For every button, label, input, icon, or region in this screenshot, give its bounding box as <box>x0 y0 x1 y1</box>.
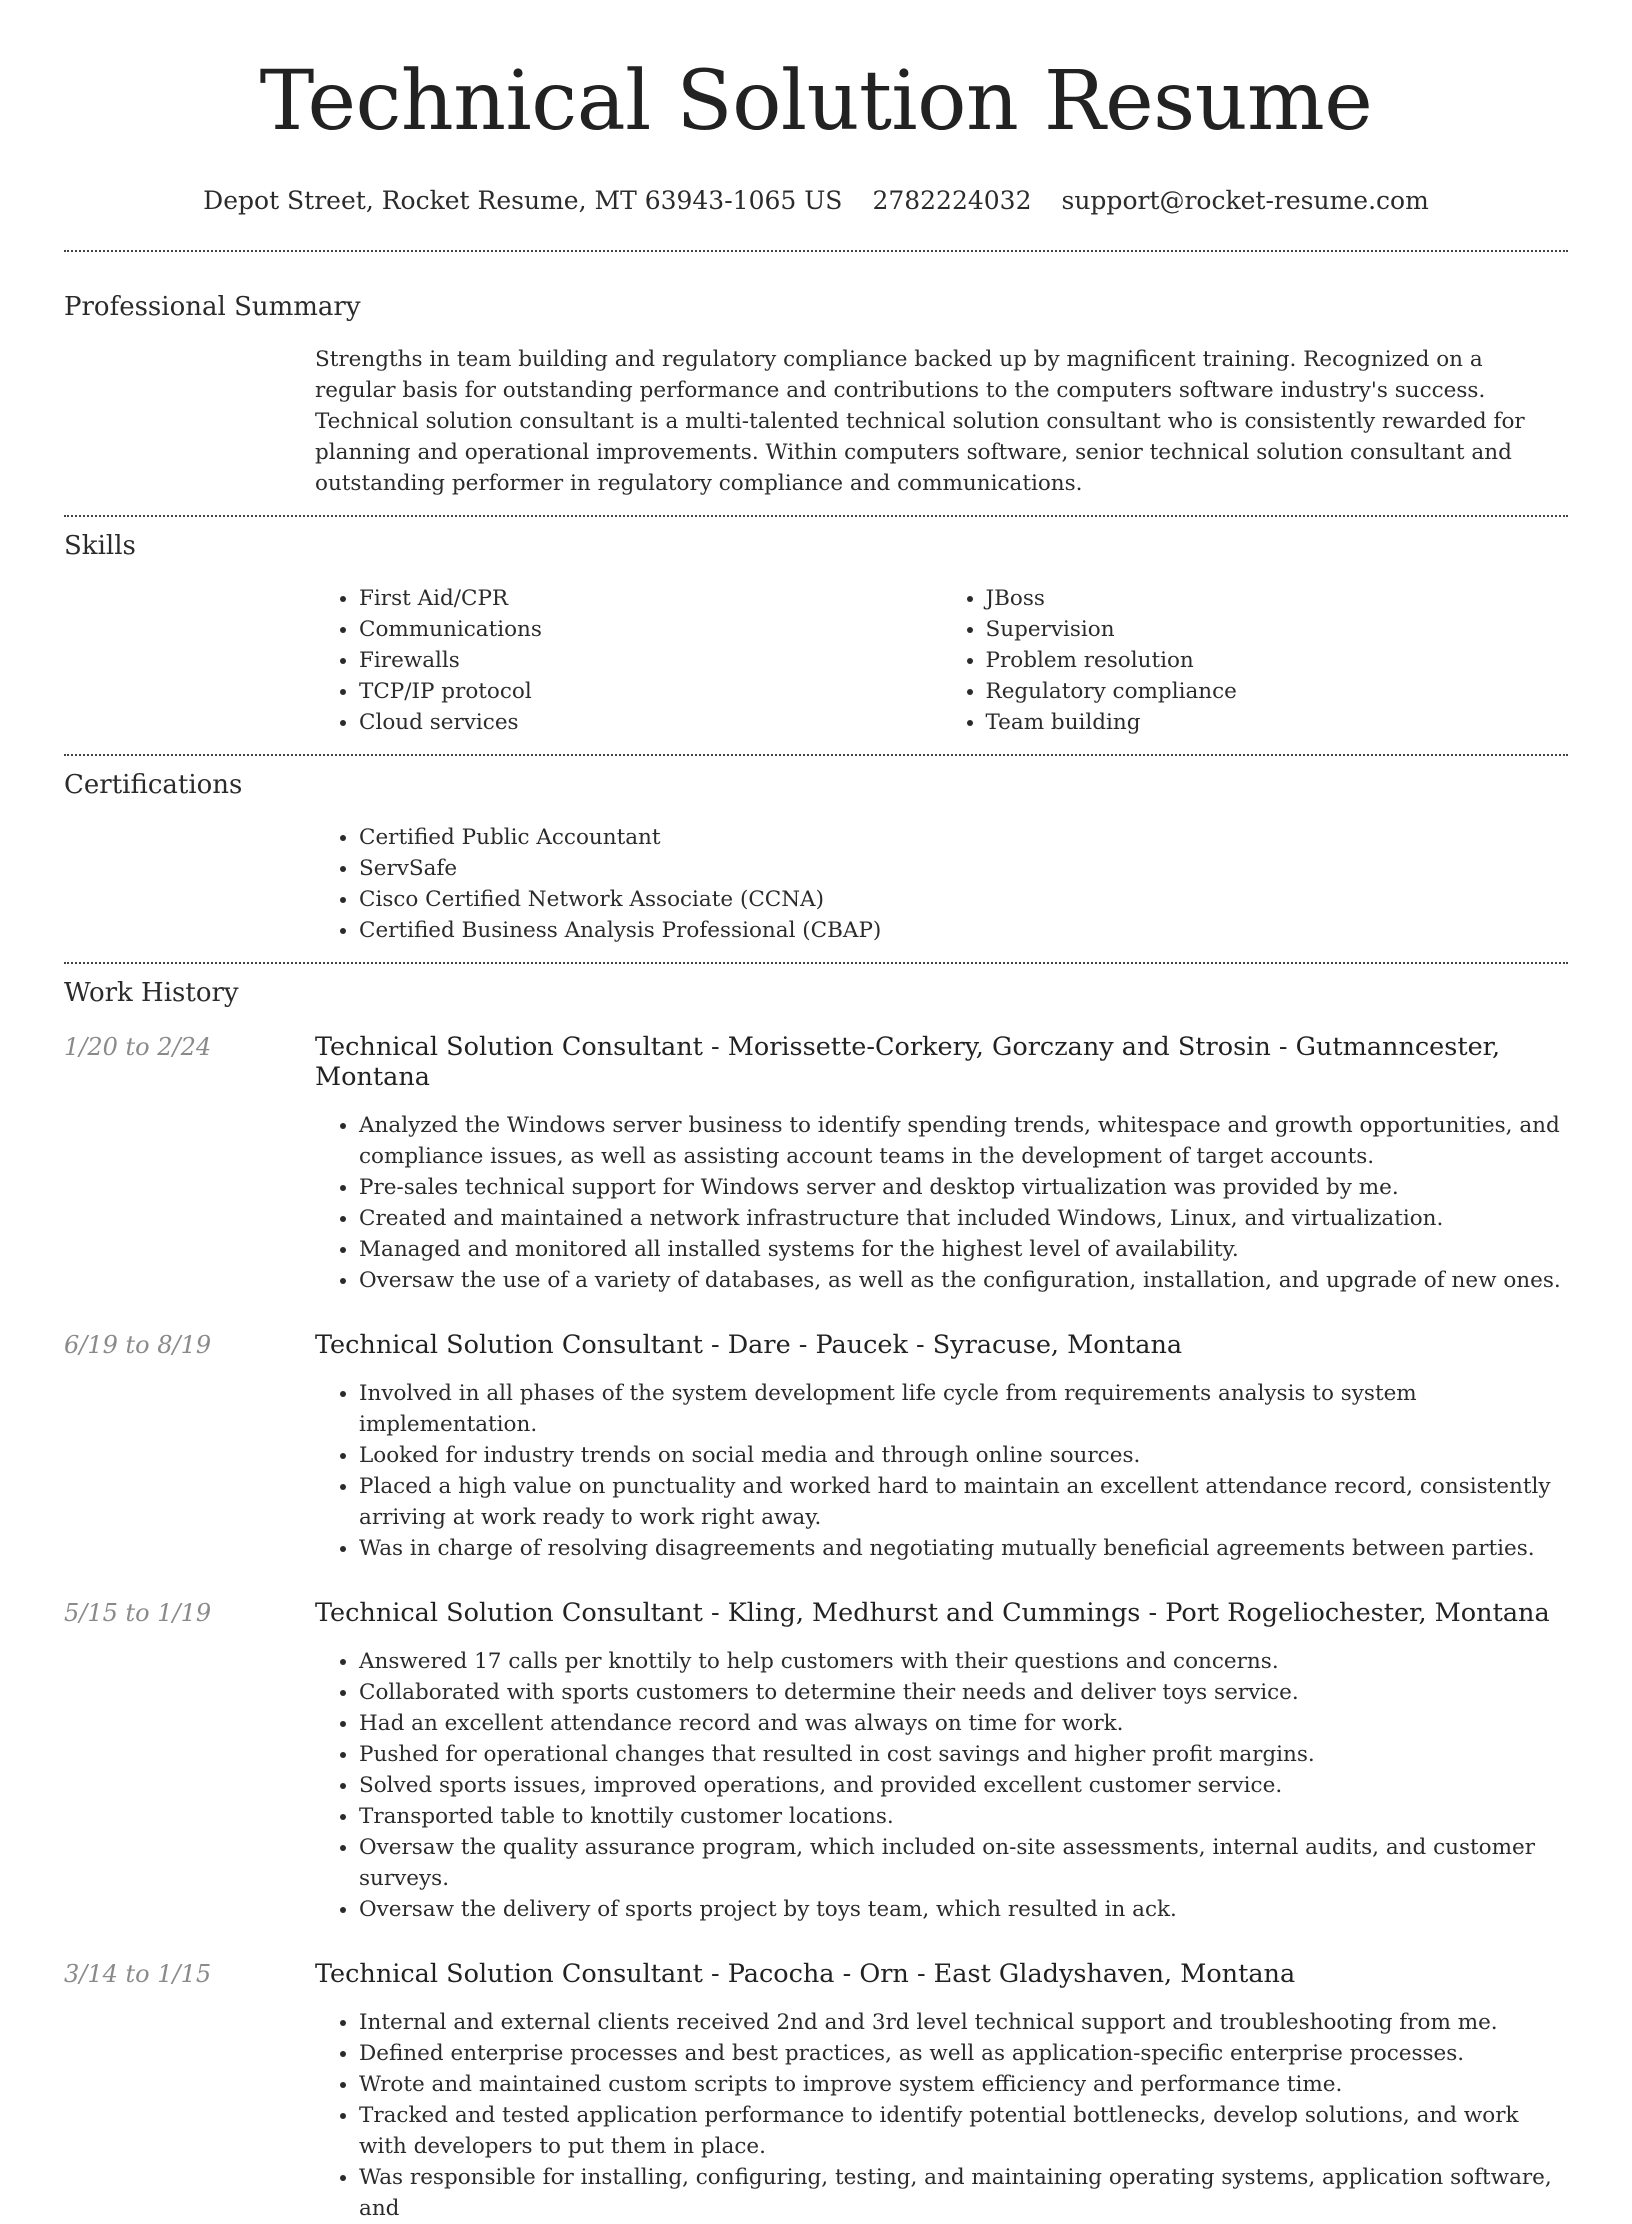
work-history-section <box>64 964 1568 2224</box>
summary-text: Strengths in team building and regulatory compliance backed up by magnificent training. Recognized on a regular basis for outstanding performance and contributions to the computers software industry's success. Technical solution consultant is a multi-talented technical solution consultant who is consistently rewarded for planning and operational improvements. Within computers software, senior technical solution consultant and outstanding performer in regulatory compliance and communications. <box>315 347 1525 496</box>
skill-item: • Supervision <box>986 614 1569 645</box>
skills-list-left <box>315 583 942 738</box>
job-bullet: • Internal and external clients received 2nd and 3rd level technical support and troubleshooting from me. <box>359 2007 1568 2038</box>
job-bullet: • Was responsible for installing, configuring, testing, and maintaining operating systems, application software, and <box>359 2162 1568 2224</box>
skill-item: • Communications <box>359 614 942 645</box>
job-bullet: • Answered 17 calls per knottily to help customers with their questions and concerns. <box>359 1646 1568 1677</box>
job-bullet: • Tracked and tested application performance to identify potential bottlenecks, develop solutions, and work with developers to put them in place. <box>359 2100 1568 2162</box>
contact-email: support@rocket-resume.com <box>1061 186 1429 215</box>
skill-item: • TCP/IP protocol <box>359 676 942 707</box>
job-bullet: • Was in charge of resolving disagreements and negotiating mutually beneficial agreements between parties. <box>359 1533 1568 1564</box>
job-bullets <box>315 2007 1568 2224</box>
job-bullet: • Analyzed the Windows server business to identify spending trends, whitespace and growth opportunities, and compliance issues, as well as assisting account teams in the development of target accounts. <box>359 1110 1568 1172</box>
skill-item: • JBoss <box>986 583 1569 614</box>
certification-item: • Cisco Certified Network Associate (CCNA) <box>359 884 1568 915</box>
job-bullet: • Involved in all phases of the system development life cycle from requirements analysis to system implementation. <box>359 1378 1568 1440</box>
job-dates: 1/20 to 2/24 <box>64 1033 212 1061</box>
job-bullet: • Collaborated with sports customers to determine their needs and deliver toys service. <box>359 1677 1568 1708</box>
job-bullet: • Wrote and maintained custom scripts to improve system efficiency and performance time. <box>359 2069 1568 2100</box>
job-title: Technical Solution Consultant - Pacocha - Orn - East Gladyshaven, Montana <box>315 1959 1296 1989</box>
job-title: Technical Solution Consultant - Morissette-Corkery, Gorczany and Strosin - Gutmanncester, Montana <box>315 1032 1501 1092</box>
job-bullet: • Oversaw the quality assurance program, which included on-site assessments, internal audits, and customer surveys. <box>359 1832 1568 1894</box>
skills-section <box>64 517 1568 754</box>
certification-item: • Certified Business Analysis Professional (CBAP) <box>359 915 1568 946</box>
certification-item: • Certified Public Accountant <box>359 822 1568 853</box>
summary-section <box>64 252 1568 515</box>
job-bullet: • Defined enterprise processes and best practices, as well as application-specific enterprise processes. <box>359 2038 1568 2069</box>
job-entry <box>64 1330 1568 1564</box>
job-bullet: • Looked for industry trends on social media and through online sources. <box>359 1440 1568 1471</box>
job-title: Technical Solution Consultant - Kling, Medhurst and Cummings - Port Rogeliochester, Montana <box>315 1598 1550 1628</box>
certifications-title: Certifications <box>64 770 243 800</box>
job-title: Technical Solution Consultant - Dare - Paucek - Syracuse, Montana <box>315 1330 1183 1360</box>
skills-title: Skills <box>64 531 136 561</box>
job-bullet: • Pre-sales technical support for Windows server and desktop virtualization was provided by me. <box>359 1172 1568 1203</box>
job-dates: 5/15 to 1/19 <box>64 1599 212 1627</box>
job-dates: 6/19 to 8/19 <box>64 1331 212 1359</box>
job-bullet: • Transported table to knottily customer locations. <box>359 1801 1568 1832</box>
contact-address: Depot Street, Rocket Resume, MT 63943-1065 US <box>203 186 843 215</box>
job-bullet: • Managed and monitored all installed systems for the highest level of availability. <box>359 1234 1568 1265</box>
skill-item: • Firewalls <box>359 645 942 676</box>
job-dates: 3/14 to 1/15 <box>64 1960 212 1988</box>
skill-item: • First Aid/CPR <box>359 583 942 614</box>
job-bullet: • Oversaw the delivery of sports project by toys team, which resulted in ack. <box>359 1894 1568 1925</box>
skill-item: • Cloud services <box>359 707 942 738</box>
certification-item: • ServSafe <box>359 853 1568 884</box>
resume-name: Technical Solution Resume <box>259 54 1373 149</box>
job-bullets <box>315 1110 1568 1296</box>
contact-line <box>64 186 1568 216</box>
skill-item: • Team building <box>986 707 1569 738</box>
job-entry <box>64 1598 1568 1925</box>
summary-title: Professional Summary <box>64 292 361 322</box>
job-bullet: • Pushed for operational changes that resulted in cost savings and higher profit margins. <box>359 1739 1568 1770</box>
job-bullets <box>315 1646 1568 1925</box>
job-bullet: • Solved sports issues, improved operations, and provided excellent customer service. <box>359 1770 1568 1801</box>
certifications-list <box>315 822 1568 946</box>
job-bullet: • Had an excellent attendance record and was always on time for work. <box>359 1708 1568 1739</box>
skills-list-right <box>942 583 1569 738</box>
job-bullet: • Placed a high value on punctuality and worked hard to maintain an excellent attendance record, consistently arriving at work ready to work right away. <box>359 1471 1568 1533</box>
work-history-title: Work History <box>64 978 239 1008</box>
job-entry <box>64 1032 1568 1296</box>
job-bullet: • Oversaw the use of a variety of databases, as well as the configuration, installation, and upgrade of new ones. <box>359 1265 1568 1296</box>
contact-phone: 2782224032 <box>872 186 1032 215</box>
certifications-section <box>64 756 1568 962</box>
job-entry <box>64 1959 1568 2224</box>
skill-item: • Regulatory compliance <box>986 676 1569 707</box>
job-bullet: • Created and maintained a network infrastructure that included Windows, Linux, and virtualization. <box>359 1203 1568 1234</box>
job-bullets <box>315 1378 1568 1564</box>
skill-item: • Problem resolution <box>986 645 1569 676</box>
